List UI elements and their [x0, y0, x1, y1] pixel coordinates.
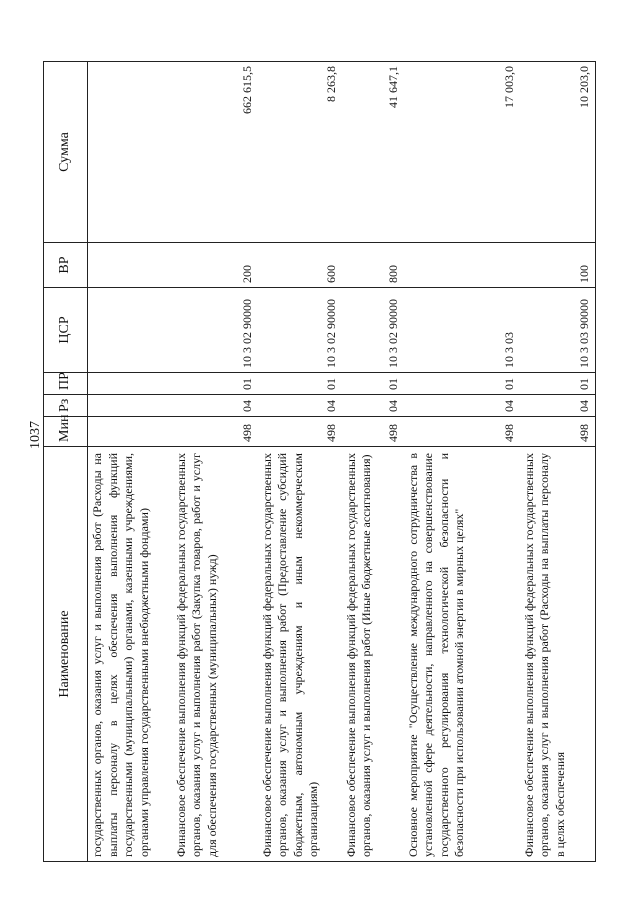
row-min	[88, 417, 172, 447]
row-csr: 10 3 03 90000	[520, 288, 596, 373]
row-pr	[88, 373, 172, 395]
row-name: Финансовое обеспечение выполнения функций федеральных государственных органов, оказания услуг и выполнения работ (Расходы на выплаты персоналу в целях обеспечения	[520, 447, 596, 862]
page-number: 1037	[28, 421, 43, 449]
row-vr: 800	[342, 243, 404, 288]
row-csr: 10 3 02 90000	[342, 288, 404, 373]
table-row	[404, 62, 520, 862]
row-rz: 04	[258, 395, 342, 417]
row-vr: 100	[520, 243, 596, 288]
row-csr	[88, 288, 172, 373]
row-sum: 41 647,1	[342, 62, 404, 243]
rotated-table-container	[43, 62, 596, 862]
row-vr	[404, 243, 520, 288]
row-rz: 04	[342, 395, 404, 417]
table-row	[520, 62, 596, 862]
header-rz: Рз	[44, 395, 88, 417]
row-pr: 01	[520, 373, 596, 395]
row-rz	[88, 395, 172, 417]
row-min: 498	[404, 417, 520, 447]
row-min: 498	[172, 417, 258, 447]
header-vr: ВР	[44, 243, 88, 288]
header-row	[44, 62, 88, 862]
row-vr	[88, 243, 172, 288]
table-row	[172, 62, 258, 862]
row-name: Финансовое обеспечение выполнения функций федеральных государственных органов, оказания услуг и выполнения работ (Предоставление субсидий бюджетным, автономным учреждениям и иным некоммерческим организациям)	[258, 447, 342, 862]
row-rz: 04	[404, 395, 520, 417]
row-csr: 10 3 03	[404, 288, 520, 373]
row-min: 498	[342, 417, 404, 447]
row-name: Финансовое обеспечение выполнения функций федеральных государственных органов, оказания услуг и выполнения работ (Закупка товаров, работ и услуг для обеспечения государственных (муниципальных) нужд)	[172, 447, 258, 862]
row-min: 498	[258, 417, 342, 447]
row-sum: 662 615,5	[172, 62, 258, 243]
row-vr: 200	[172, 243, 258, 288]
row-pr: 01	[404, 373, 520, 395]
row-name: Основное мероприятие "Осуществление международного сотрудничества в установленной сфере деятельности, направленного на совершенствование государственного регулирования технологической безопасности и безопасности при использовании атомной энергии в мирных целях"	[404, 447, 520, 862]
row-sum: 10 203,0	[520, 62, 596, 243]
header-pr: ПР	[44, 373, 88, 395]
table-row	[342, 62, 404, 862]
header-csr: ЦСР	[44, 288, 88, 373]
row-csr: 10 3 02 90000	[172, 288, 258, 373]
row-name: Финансовое обеспечение выполнения функций федеральных государственных органов, оказания услуг и выполнения работ (Иные бюджетные ассигнования)	[342, 447, 404, 862]
row-csr: 10 3 02 90000	[258, 288, 342, 373]
row-sum: 8 263,8	[258, 62, 342, 243]
table-row	[258, 62, 342, 862]
row-rz: 04	[520, 395, 596, 417]
table-row	[88, 62, 172, 862]
row-name: государственных органов, оказания услуг и выполнения работ (Расходы на выплаты персоналу в целях обеспечения выполнения функций государственными (муниципальными) органами, казенными учреждениями, органами управления государственными внебюджетными фондами)	[88, 447, 172, 862]
row-min: 498	[520, 417, 596, 447]
budget-table	[43, 61, 596, 862]
row-sum	[88, 62, 172, 243]
row-pr: 01	[172, 373, 258, 395]
row-sum: 17 003,0	[404, 62, 520, 243]
header-sum: Сумма	[44, 62, 88, 243]
row-pr: 01	[342, 373, 404, 395]
row-rz: 04	[172, 395, 258, 417]
header-name: Наименование	[44, 447, 88, 862]
row-pr: 01	[258, 373, 342, 395]
row-vr: 600	[258, 243, 342, 288]
header-min: Мин	[44, 417, 88, 447]
